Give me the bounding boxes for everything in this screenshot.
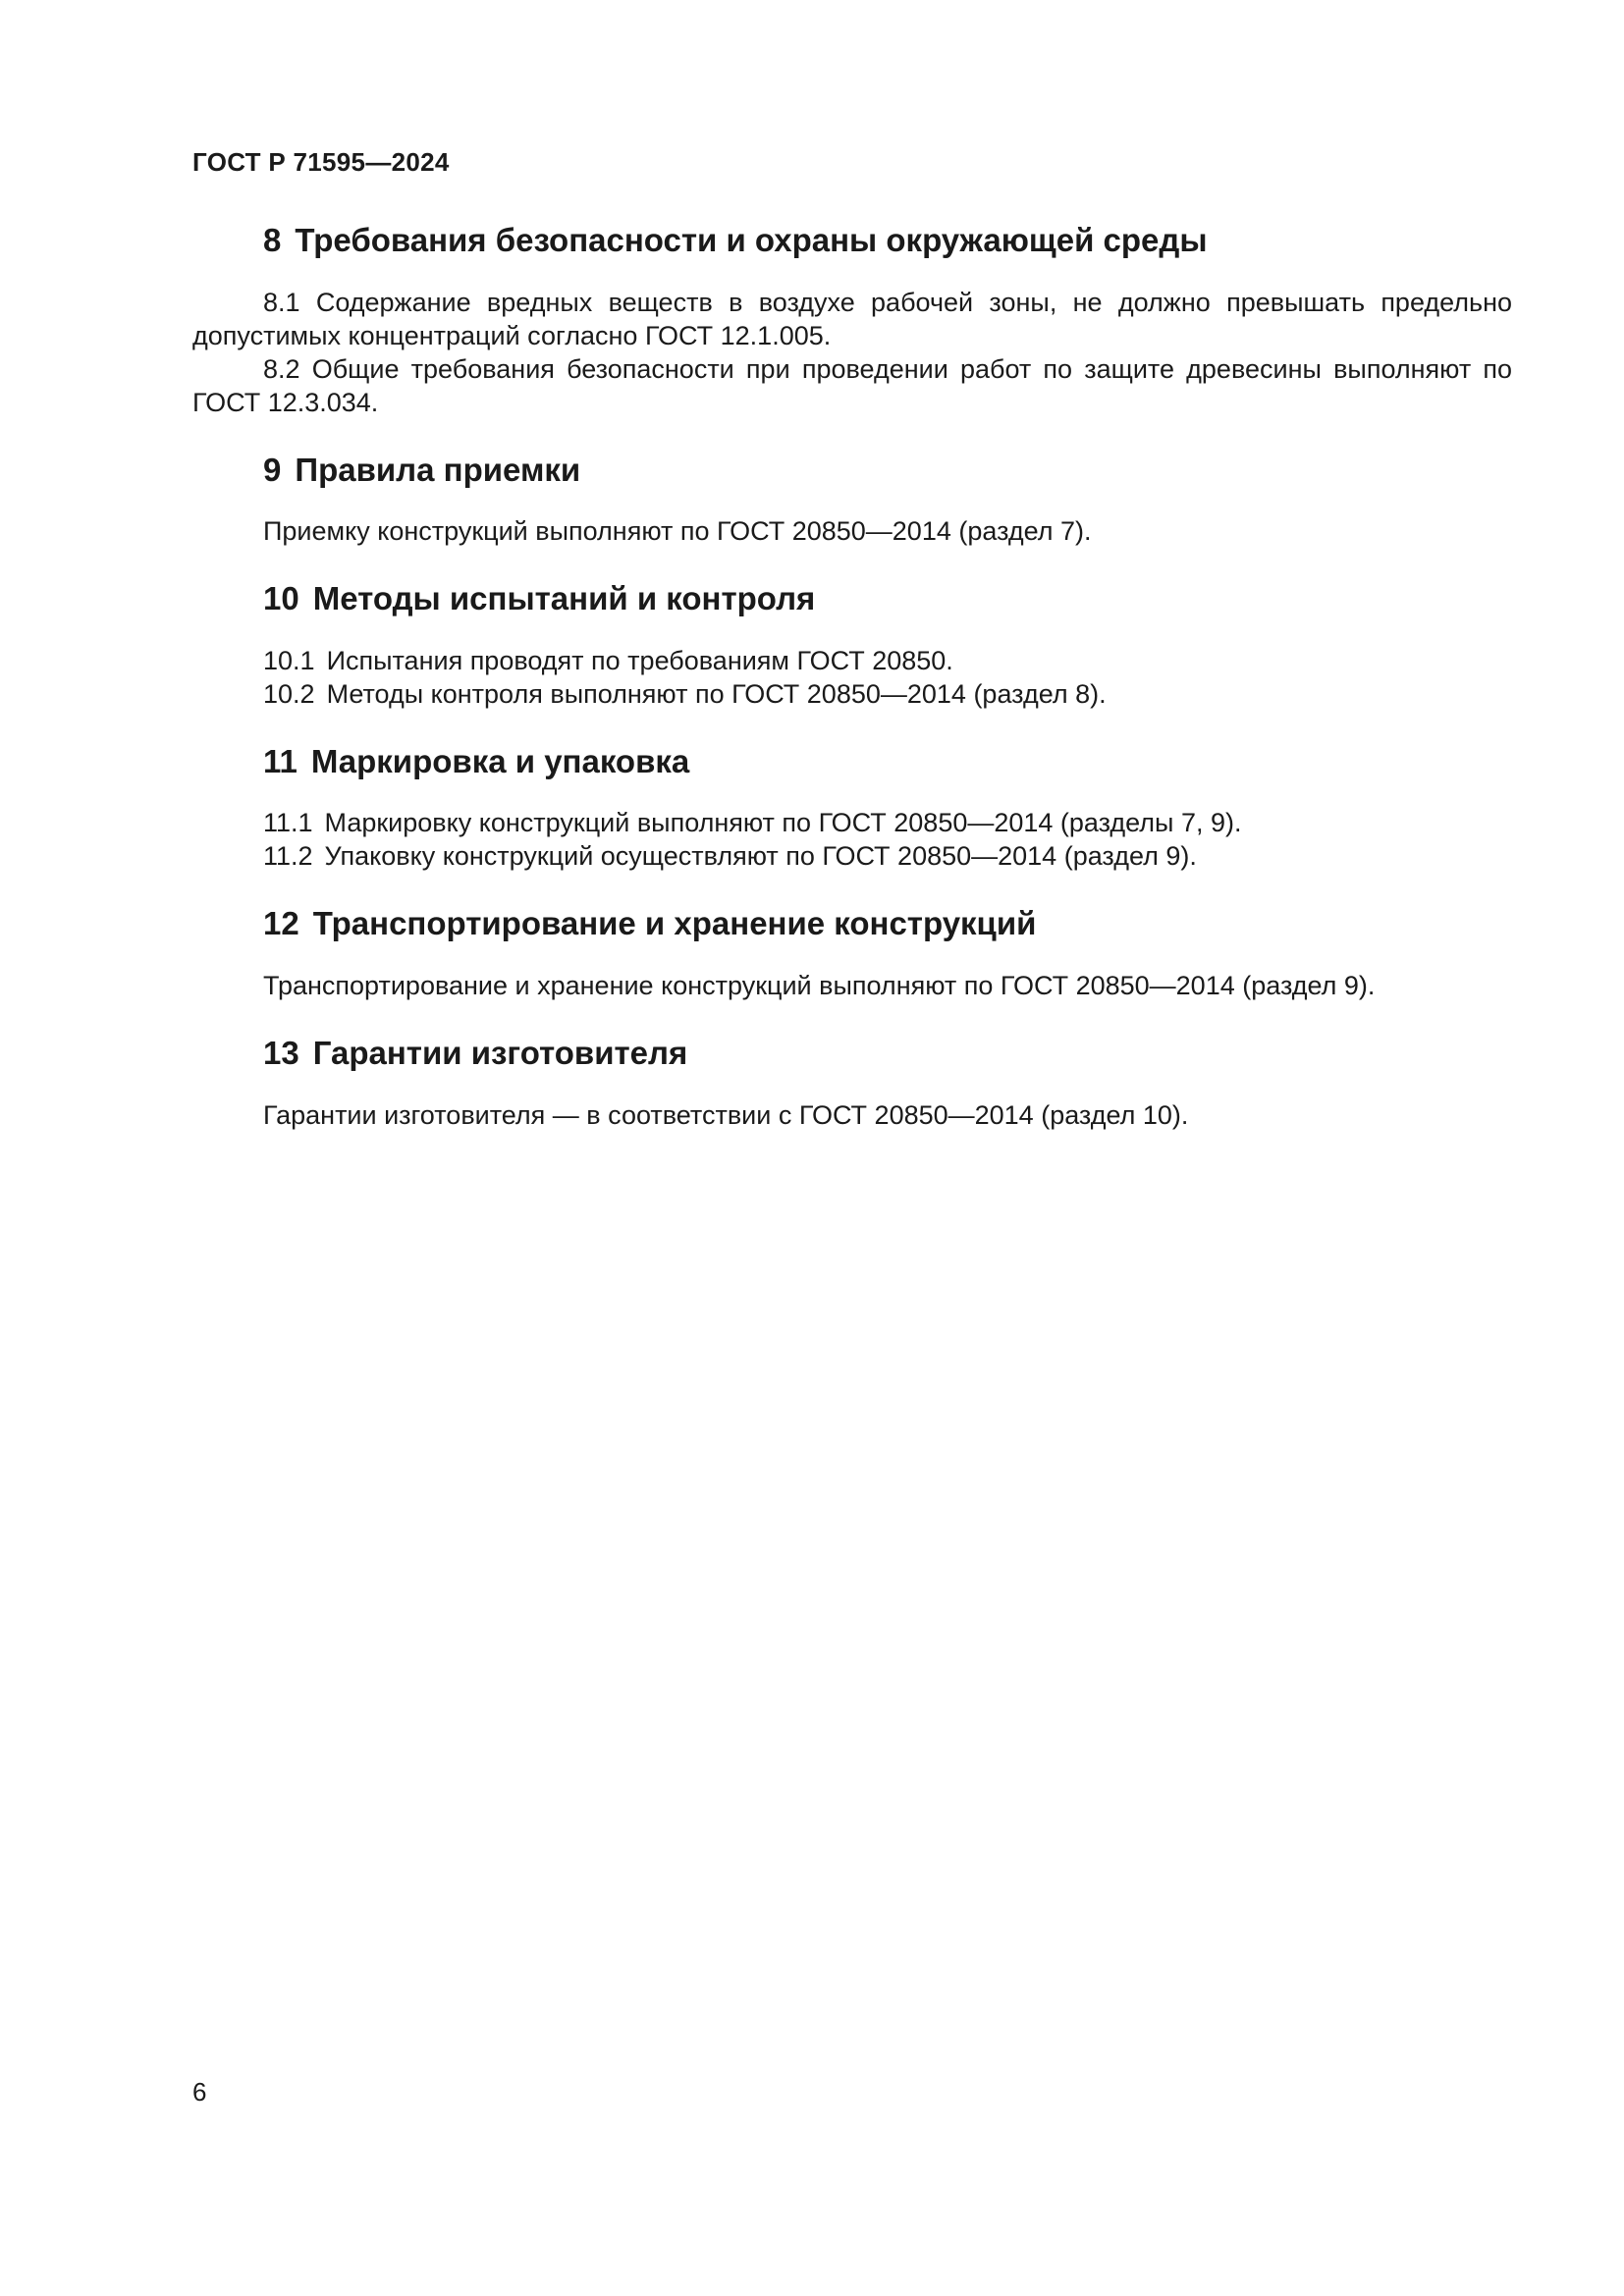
item-text: Маркировку конструкций выполняют по ГОСТ 20850—2014 (разделы 7, 9). xyxy=(324,808,1242,838)
section-heading xyxy=(263,904,1512,943)
section-title: Требования безопасности и охраны окружающей среды xyxy=(295,222,1208,258)
list-item xyxy=(263,644,1512,677)
section-11 xyxy=(192,742,1512,874)
list-item xyxy=(263,839,1512,873)
section-title: Транспортирование и хранение конструкций xyxy=(312,905,1037,942)
section-title: Правила приемки xyxy=(295,451,581,488)
section-number: 11 xyxy=(263,742,298,779)
section-number: 12 xyxy=(263,905,299,942)
section-heading xyxy=(263,742,1512,781)
section-13 xyxy=(192,1034,1512,1132)
paragraph-8-1: 8.1 Содержание вредных веществ в воздухе рабочей зоны, не должно превышать предельно допустимых концентраций согласно ГОСТ 12.1.005. xyxy=(192,287,1512,350)
document-body xyxy=(192,221,1512,1132)
section-text: Транспортирование и хранение конструкций выполняют по ГОСТ 20850—2014 (раздел 9). xyxy=(263,970,1376,1000)
section-10 xyxy=(192,579,1512,711)
section-heading xyxy=(263,1034,1512,1073)
item-text: Упаковку конструкций осуществляют по ГОСТ 20850—2014 (раздел 9). xyxy=(324,841,1197,872)
section-text: Приемку конструкций выполняют по ГОСТ 20850—2014 (раздел 7). xyxy=(263,516,1092,547)
section-number: 10 xyxy=(263,580,299,617)
document-code-header: ГОСТ Р 71595—2024 xyxy=(192,147,450,177)
list-item xyxy=(263,677,1512,711)
item-number: 10.1 xyxy=(263,645,315,675)
section-8 xyxy=(192,221,1512,419)
section-heading xyxy=(263,451,1512,490)
section-text: Гарантии изготовителя — в соответствии с ГОСТ 20850—2014 (раздел 10). xyxy=(263,1099,1189,1130)
section-title: Гарантии изготовителя xyxy=(312,1034,688,1071)
section-number: 13 xyxy=(263,1034,299,1071)
item-text: Испытания проводят по требованиям ГОСТ 20850. xyxy=(326,645,953,675)
section-12 xyxy=(192,904,1512,1002)
section-heading xyxy=(263,221,1512,260)
item-number: 11.1 xyxy=(263,808,313,838)
item-number: 10.2 xyxy=(263,678,315,709)
section-title: Методы испытаний и контроля xyxy=(312,580,816,617)
page-number: 6 xyxy=(192,2077,207,2107)
section-number: 8 xyxy=(263,222,282,258)
section-number: 9 xyxy=(263,451,282,488)
section-9 xyxy=(192,451,1512,549)
section-title: Маркировка и упаковка xyxy=(310,742,690,779)
item-number: 11.2 xyxy=(263,841,313,872)
list-item xyxy=(263,806,1512,839)
section-heading xyxy=(263,579,1512,618)
item-text: Методы контроля выполняют по ГОСТ 20850—2014 (раздел 8). xyxy=(326,678,1107,709)
paragraph-8-2: 8.2 Общие требования безопасности при проведении работ по защите древесины выполняют по ГОСТ 12.3.034. xyxy=(192,353,1512,417)
